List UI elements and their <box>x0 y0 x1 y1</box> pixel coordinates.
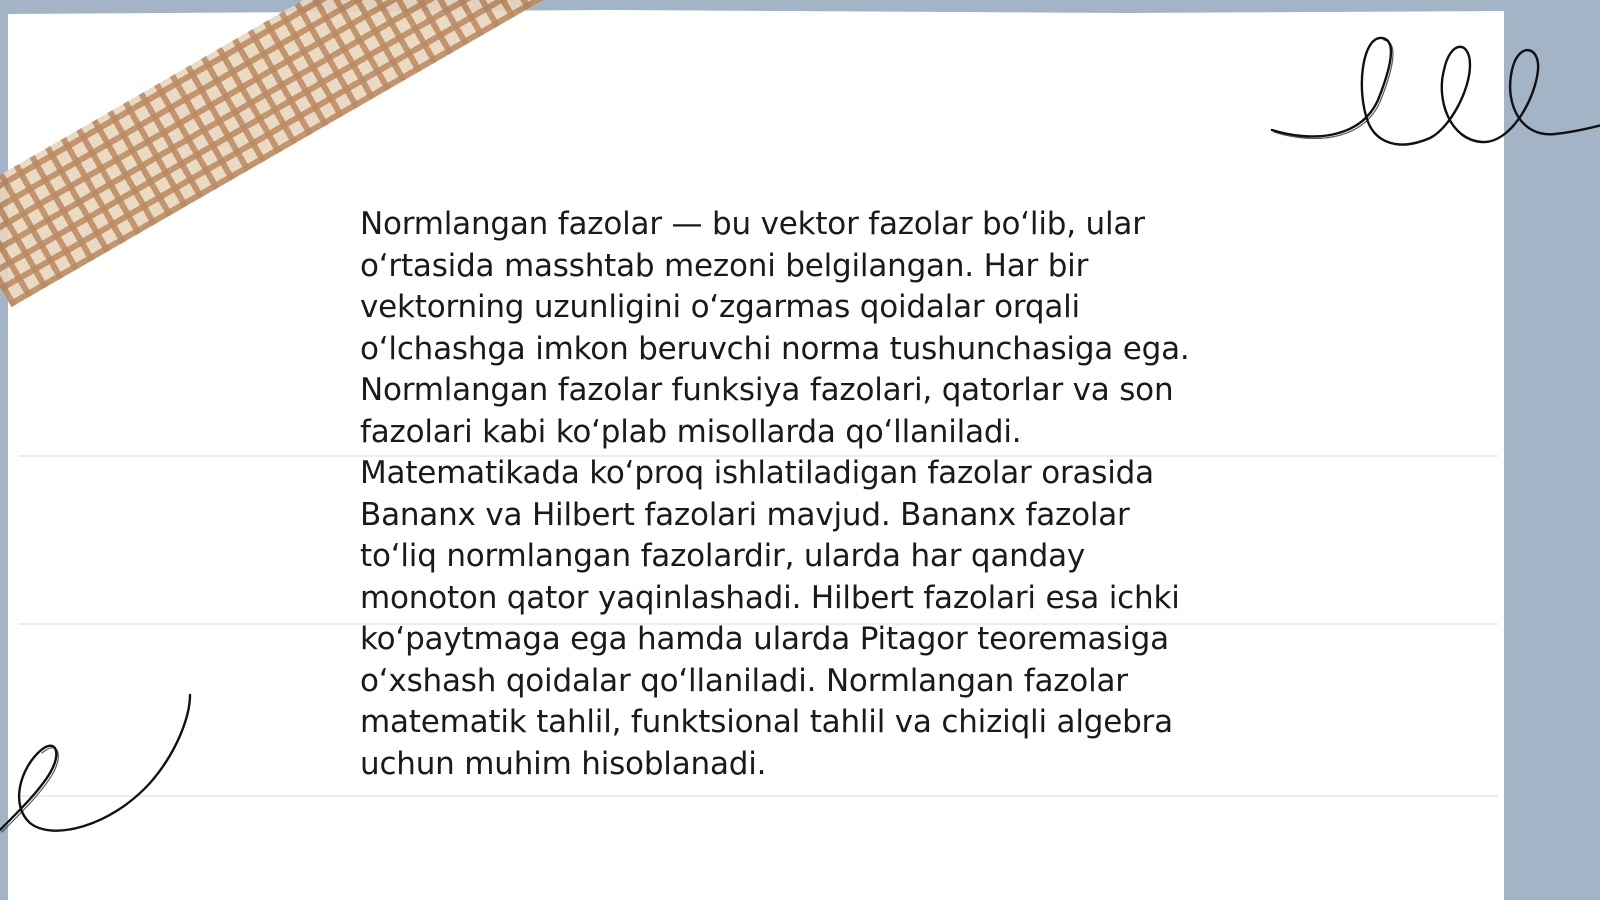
ruled-line <box>18 795 1498 797</box>
paragraph-line: oʻrtasida masshtab mezoni belgilangan. Har bir <box>360 247 1089 284</box>
paragraph-line: oʻlchashga imkon beruvchi norma tushunchasiga ega. <box>360 330 1190 367</box>
paragraph-line: uchun muhim hisoblanadi. <box>360 745 767 782</box>
paragraph-line: monoton qator yaqinlashadi. Hilbert fazolari esa ichki <box>360 579 1180 616</box>
paragraph-line: Bananx va Hilbert fazolari mavjud. Bananx fazolar <box>360 496 1130 533</box>
paragraph-line: fazolari kabi koʻplab misollarda qoʻllaniladi. <box>360 413 1022 450</box>
paragraph-line: Normlangan fazolar — bu vektor fazolar boʻlib, ular <box>360 206 1145 242</box>
loop-squiggle-icon <box>1290 30 1600 160</box>
paragraph-line: vektorning uzunligini oʻzgarmas qoidalar orqali <box>360 289 1080 325</box>
paragraph-line: Normlangan fazolar funksiya fazolari, qatorlar va son <box>360 372 1174 408</box>
body-paragraph <box>360 204 1260 785</box>
paragraph-line: koʻpaytmaga ega hamda ularda Pitagor teoremasiga <box>360 621 1169 657</box>
swirl-squiggle-icon <box>0 695 200 845</box>
paragraph-line: toʻliq normlangan fazolardir, ularda har qanday <box>360 538 1086 574</box>
paragraph-line: Matematikada koʻproq ishlatiladigan fazolar orasida <box>360 455 1154 491</box>
paragraph-line: matematik tahlil, funktsional tahlil va chiziqli algebra <box>360 704 1173 740</box>
paragraph-line: oʻxshash qoidalar qoʻllaniladi. Normlangan fazolar <box>360 662 1128 699</box>
